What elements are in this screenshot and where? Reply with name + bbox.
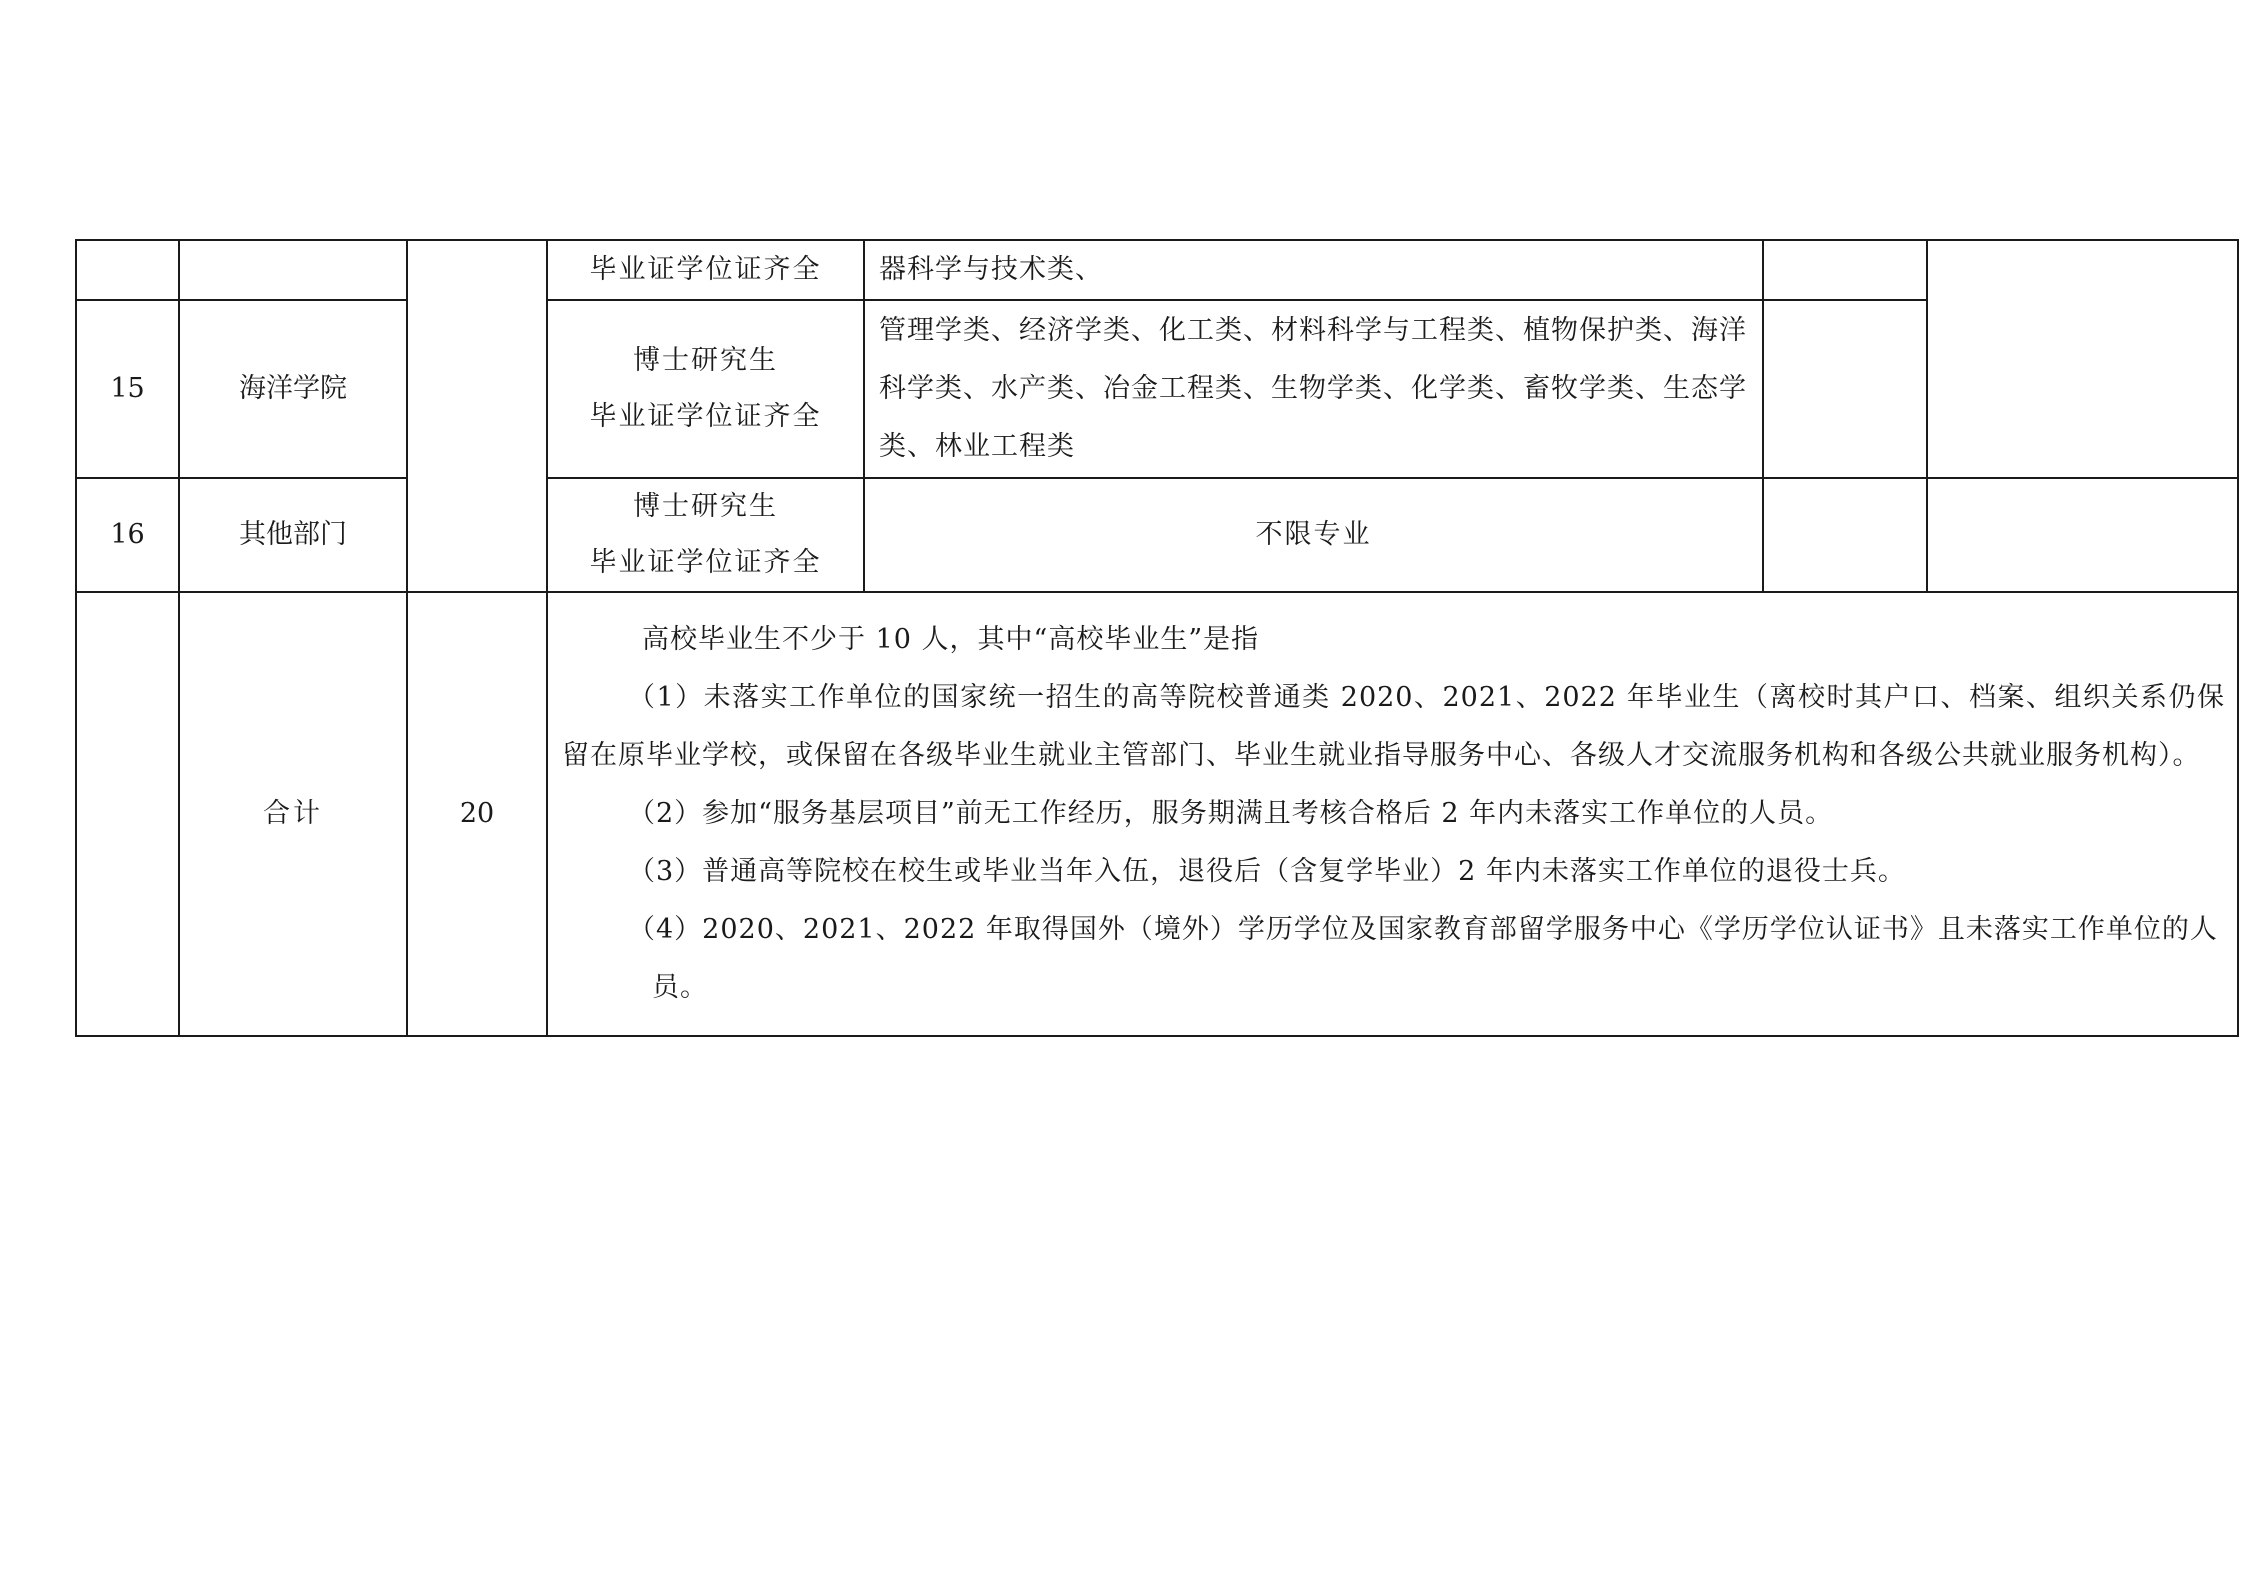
row-qualification <box>547 240 864 300</box>
row-count-merged <box>407 240 547 592</box>
table-row <box>76 300 2238 478</box>
note-item-3: （3）普通高等院校在校生或毕业当年入伍，退役后（含复学毕业）2 年内未落实工作单位的退役士兵。 <box>628 856 1906 887</box>
qualification-line: 毕业证学位证齐全 <box>589 254 822 285</box>
row-majors: 不限专业 <box>864 478 1763 592</box>
note-item-4-tail: 员。 <box>652 972 708 1003</box>
total-count: 20 <box>407 592 547 1036</box>
qualification-line: 毕业证学位证齐全 <box>589 401 822 432</box>
row-remarks <box>1927 478 2238 592</box>
row-extra <box>1763 478 1927 592</box>
row-unit: 其他部门 <box>179 478 407 592</box>
row-unit: 海洋学院 <box>179 300 407 478</box>
row-qualification <box>547 300 864 478</box>
row-extra <box>1763 300 1927 478</box>
row-unit <box>179 240 407 300</box>
table-row <box>76 478 2238 592</box>
row-qualification <box>547 478 864 592</box>
row-index <box>76 240 179 300</box>
total-row <box>76 592 2238 1036</box>
note-item-1: （1）未落实工作单位的国家统一招生的高等院校普通类 2020、2021、2022 年毕业生（离校时其户口、档案、组织关系仍保留在原毕业学校，或保留在各级毕业生就业主管部门、毕业生就业指导服务中心、各级人才交流服务机构和各级公共就业服务机构）。 <box>562 682 2225 771</box>
row-index: 15 <box>76 300 179 478</box>
row-extra <box>1763 240 1927 300</box>
total-label: 合计 <box>179 592 407 1036</box>
note-item-2: （2）参加“服务基层项目”前无工作经历，服务期满且考核合格后 2 年内未落实工作单位的人员。 <box>628 798 1834 829</box>
qualification-line: 博士研究生 <box>633 491 778 522</box>
note-item-4: （4）2020、2021、2022 年取得国外（境外）学历学位及国家教育部留学服务中心《学历学位认证书》且未落实工作单位的人 <box>628 914 2218 945</box>
recruitment-table <box>75 239 2239 1037</box>
row-majors: 管理学类、经济学类、化工类、材料科学与工程类、植物保护类、海洋科学类、水产类、冶金工程类、生物学类、化学类、畜牧学类、生态学类、林业工程类 <box>864 300 1763 478</box>
qualification-line: 毕业证学位证齐全 <box>589 547 822 578</box>
note-intro: 高校毕业生不少于 10 人，其中“高校毕业生”是指 <box>642 624 1260 655</box>
row-remarks-merged <box>1927 240 2238 478</box>
row-majors: 器科学与技术类、 <box>864 240 1763 300</box>
total-notes <box>547 592 2238 1036</box>
total-index <box>76 592 179 1036</box>
table-row <box>76 240 2238 300</box>
row-index: 16 <box>76 478 179 592</box>
qualification-line: 博士研究生 <box>633 345 778 376</box>
